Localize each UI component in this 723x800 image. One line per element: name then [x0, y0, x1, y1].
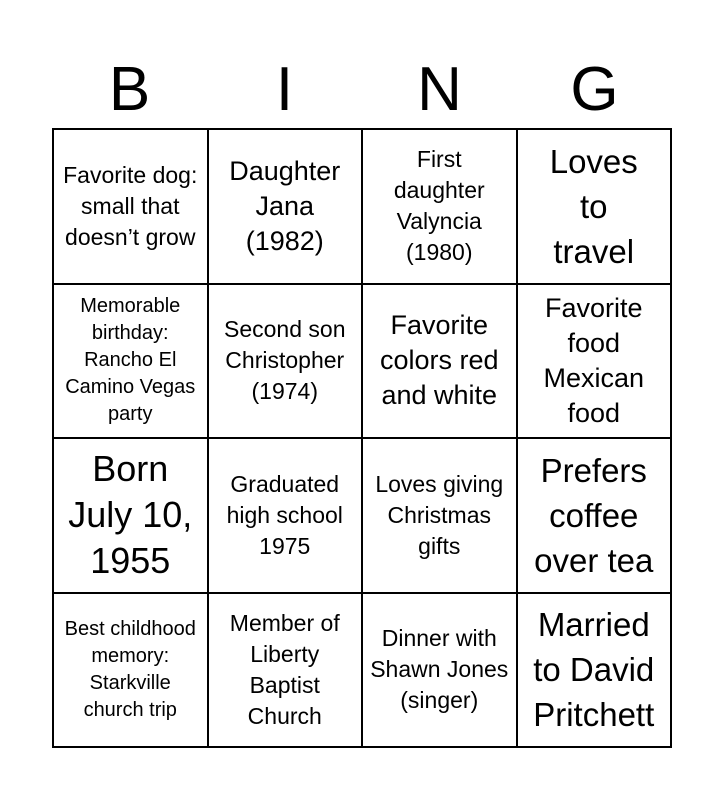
header-letter-b: B	[108, 55, 151, 124]
cell-text: Prefers coffee over tea	[534, 451, 654, 579]
cell-text: Favorite colors red and white	[379, 310, 499, 411]
bingo-cell[interactable]	[362, 593, 517, 748]
bingo-cell[interactable]	[53, 593, 208, 748]
bingo-cell[interactable]	[517, 593, 672, 748]
bingo-cell[interactable]	[517, 284, 672, 439]
bingo-cell[interactable]	[517, 129, 672, 284]
cell-text: Second son Christopher (1974)	[224, 316, 346, 405]
bingo-cell[interactable]	[208, 129, 363, 284]
cell-text: Favorite dog: small that doesn’t grow	[63, 161, 198, 250]
header-letter-g: G	[570, 55, 619, 124]
cell-text: First daughter Valyncia (1980)	[393, 146, 485, 266]
bingo-board	[52, 128, 672, 748]
cell-text: Memorable birthday: Rancho El Camino Vegas party	[65, 295, 196, 426]
cell-text: Married to David Pritchett	[533, 606, 655, 734]
bingo-cell[interactable]	[362, 284, 517, 439]
cell-text: Best childhood memory: Starkville church trip	[64, 617, 196, 721]
bingo-cell[interactable]	[208, 593, 363, 748]
cell-text: Favorite food Mexican food	[543, 292, 645, 428]
cell-text: Loves to travel	[549, 142, 638, 270]
bingo-cell[interactable]	[208, 438, 363, 593]
bingo-cell[interactable]	[362, 129, 517, 284]
bingo-cell[interactable]	[53, 284, 208, 439]
header-letter-n: N	[417, 55, 462, 124]
bingo-cell[interactable]	[53, 129, 208, 284]
cell-text: Born July 10, 1955	[68, 448, 193, 582]
cell-text: Loves giving Christmas gifts	[375, 470, 504, 559]
cell-text: Dinner with Shawn Jones (singer)	[370, 625, 509, 714]
header-letter-i: I	[275, 55, 294, 124]
bingo-cell[interactable]	[208, 284, 363, 439]
cell-text: Member of Liberty Baptist Church	[229, 609, 340, 729]
cell-text: Daughter Jana (1982)	[229, 155, 341, 256]
cell-text: Graduated high school 1975	[226, 470, 343, 559]
bingo-header	[52, 50, 672, 130]
bingo-cell[interactable]	[517, 438, 672, 593]
bingo-cell[interactable]	[53, 438, 208, 593]
bingo-cell[interactable]	[362, 438, 517, 593]
